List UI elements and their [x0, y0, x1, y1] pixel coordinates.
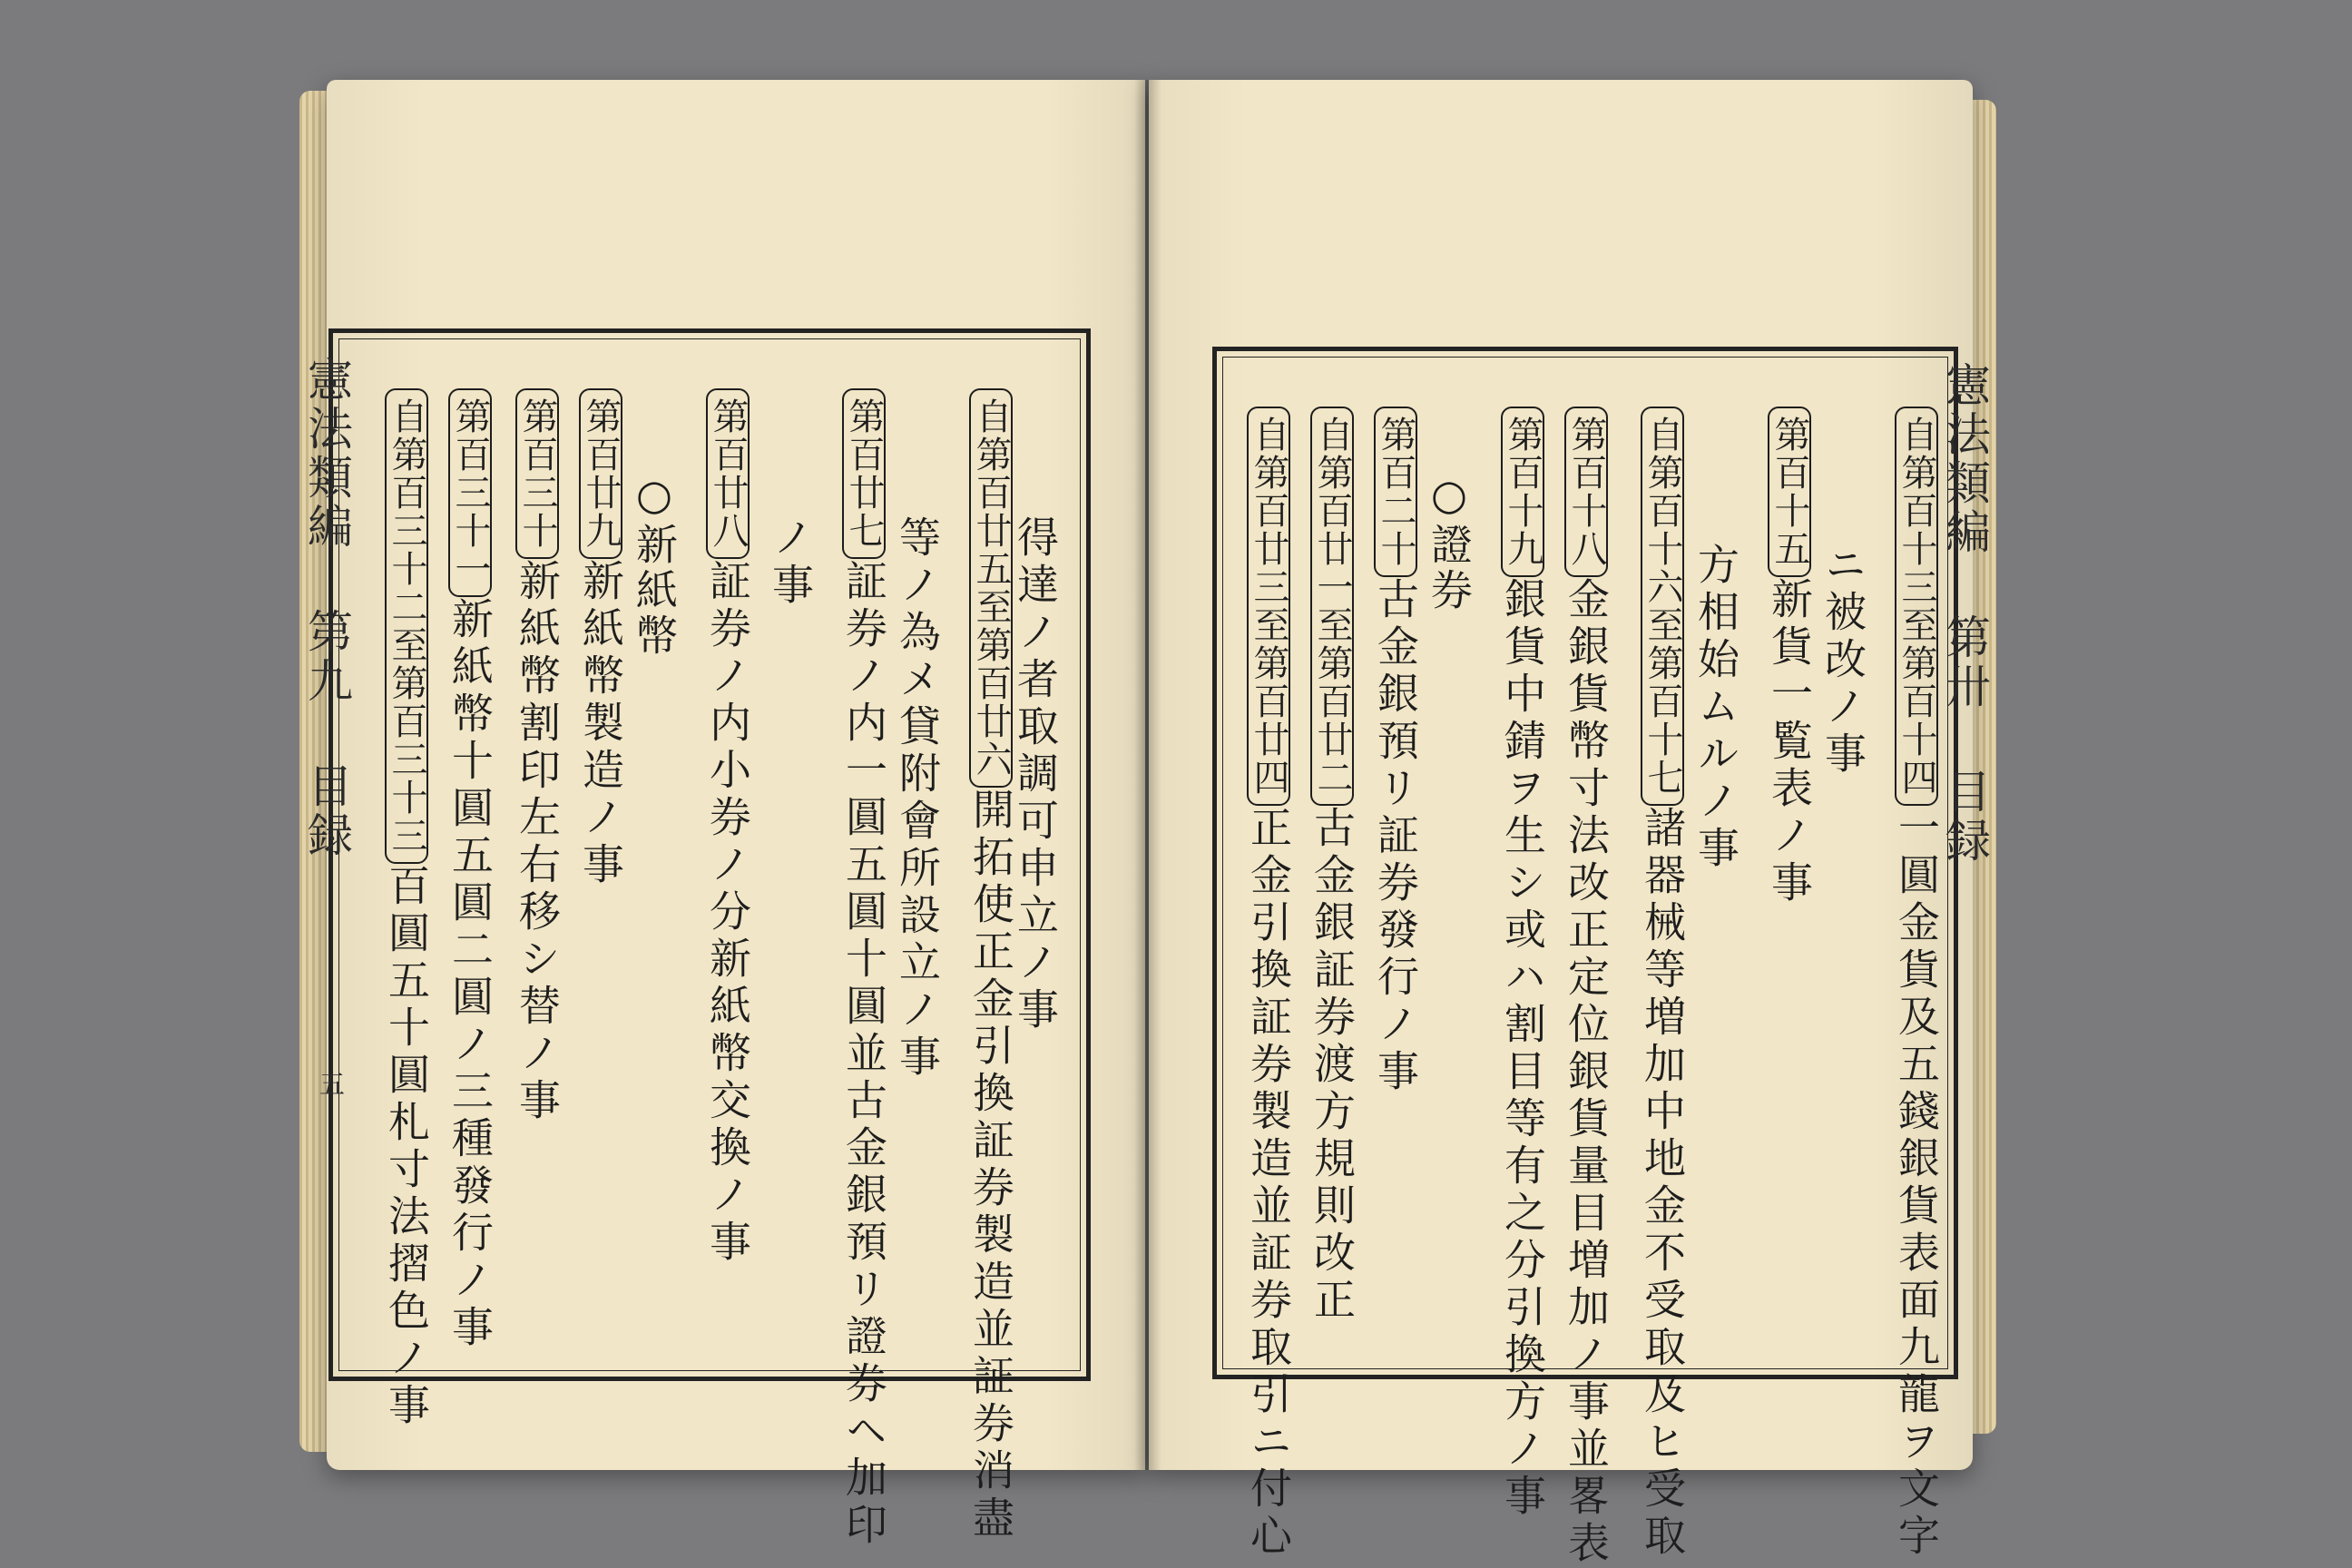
list-item: 第百三十一新紙幣十圓五圓二圓ノ三種發行ノ事 — [439, 388, 492, 1352]
entry-number: 自第百廿三至第百廿四 — [1247, 407, 1290, 806]
entry-number: 第百三十一 — [448, 388, 492, 597]
title-text: 憲法類編 — [1938, 361, 1991, 557]
volume-text: 第九 — [300, 608, 353, 706]
entry-number: 第百廿八 — [706, 388, 750, 559]
list-item: 第百廿七証券ノ内一圓五圓十圓並古金銀預リ證券ヘ加印 — [833, 388, 886, 1550]
list-item: 得達ノ者取調可申立ノ事 — [1011, 515, 1060, 1034]
right-margin-title — [1938, 361, 1991, 866]
list-item: 方相始ムルノ事 — [1691, 543, 1740, 873]
volume-text: 第卅 — [1938, 613, 1991, 711]
list-item: 第百廿八証券ノ内小券ノ分新紙幣交換ノ事 — [697, 388, 750, 1267]
entry-number: 第百十五 — [1768, 407, 1811, 577]
entry-number: 自第百廿一至第百廿二 — [1310, 407, 1354, 806]
entry-number: 第百十九 — [1501, 407, 1544, 577]
list-item: 第百二十古金銀預リ証券發行ノ事 — [1365, 407, 1417, 1096]
entry-number: 第百三十 — [515, 388, 559, 559]
list-item: 第百十五新貨一覧表ノ事 — [1759, 407, 1811, 907]
book-gutter — [1134, 80, 1161, 1470]
folio-number: 五 — [316, 1071, 346, 1102]
entry-number: 自第百廿五至第百廿六 — [969, 388, 1013, 788]
label-text: 目録 — [300, 762, 353, 860]
entry-number: 第百二十 — [1374, 407, 1417, 577]
list-item: 等ノ為メ貸附會所設立ノ事 — [893, 515, 942, 1082]
list-item: 自第百十三至第百十四一圓金貨及五錢銀貨表面九龍ヲ文字 — [1886, 407, 1938, 1561]
section-heading: ○證券 — [1425, 470, 1474, 613]
entry-number: 自第百三十二至第百三十三 — [385, 388, 428, 864]
label-text: 目録 — [1938, 768, 1991, 866]
section-heading: ○新紙幣 — [630, 470, 679, 659]
list-item: 第百廿九新紙幣製造ノ事 — [570, 388, 622, 889]
entry-number: 自第百十六至第百十七 — [1641, 407, 1684, 806]
left-margin-title — [300, 356, 353, 860]
list-item: 自第百三十二至第百三十三百圓五十圓札寸法摺色ノ事 — [376, 388, 428, 1430]
entry-number: 第百廿九 — [579, 388, 622, 559]
list-item: ニ被改ノ事 — [1818, 543, 1867, 779]
list-item: 自第百廿三至第百廿四正金引換証券製造並証券取引ニ付心 — [1238, 407, 1290, 1561]
list-item: 自第百廿五至第百廿六開拓使正金引換証券製造並証券消盡 — [960, 388, 1013, 1543]
entry-number: 自第百十三至第百十四 — [1895, 407, 1938, 806]
list-item: 第百十九銀貨中錆ヲ生シ或ハ割目等有之分引換方ノ事 — [1492, 407, 1544, 1521]
title-text: 憲法類編 — [300, 356, 353, 552]
entry-number: 第百廿七 — [842, 388, 886, 559]
entry-number: 第百十八 — [1564, 407, 1608, 577]
list-item: 第百三十新紙幣割印左右移シ替ノ事 — [506, 388, 559, 1125]
list-item: 自第百十六至第百十七諸器械等増加中地金不受取及ヒ受取 — [1632, 407, 1684, 1561]
list-item: ノ事 — [766, 515, 815, 610]
list-item: 自第百廿一至第百廿二古金銀証券渡方規則改正 — [1301, 407, 1354, 1325]
list-item: 第百十八金銀貨幣寸法改正定位銀貨量目増加ノ事並畧表 — [1555, 407, 1608, 1568]
